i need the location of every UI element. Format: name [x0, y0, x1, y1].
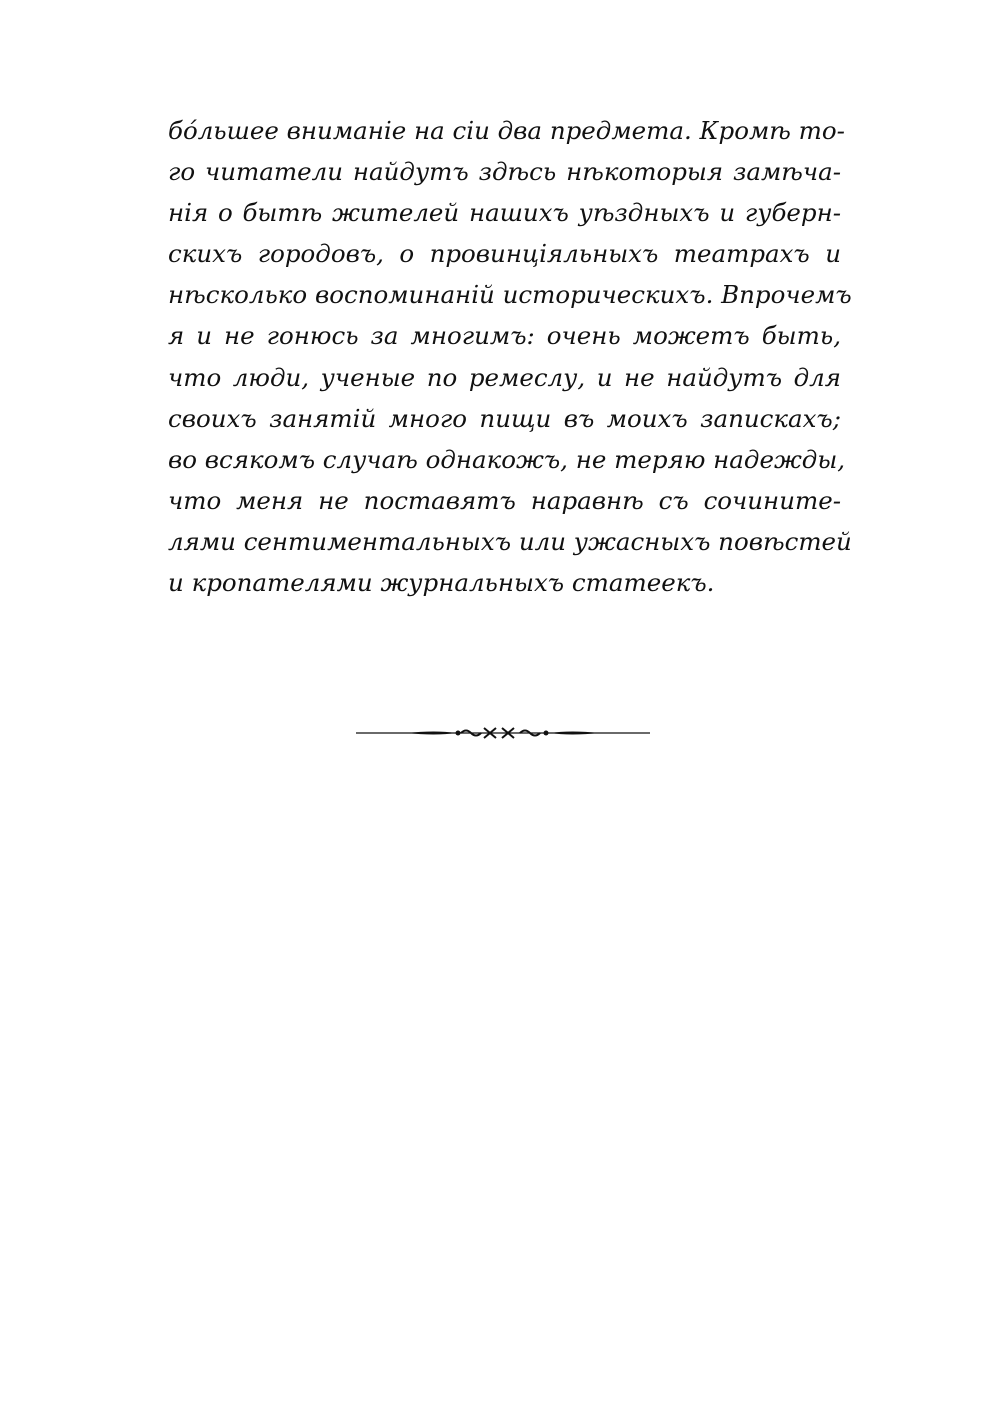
text-line: нѣсколько воспоминаній историческихъ. Впрочемъ — [168, 280, 852, 310]
text-line: во всякомъ случаѣ однакожъ, не теряю надежды, — [168, 444, 846, 474]
text-line: го читатели найдутъ здѣсь нѣкоторыя замѣча- — [168, 157, 841, 187]
text-line: я и не гонюсь за многимъ: очень можетъ быть, — [168, 321, 841, 351]
body-text — [168, 110, 852, 603]
ornament-divider — [356, 725, 650, 741]
text-line: и кропателями журнальныхъ статеекъ. — [168, 568, 715, 598]
text-line: бо́льшее вниманіе на сіи два предмета. Кромѣ то- — [168, 116, 845, 145]
text-line: лями сентиментальныхъ или ужасныхъ повѣстей — [168, 526, 852, 556]
text-line: своихъ занятій много пищи въ моихъ запискахъ; — [168, 403, 841, 433]
text-line: скихъ городовъ, о провинціяльныхъ театрахъ и — [168, 239, 841, 269]
text-line: что меня не поставятъ наравнѣ съ сочините- — [168, 485, 841, 515]
text-line: нія о бытѣ жителей нашихъ уѣздныхъ и губерн- — [168, 198, 841, 228]
text-line: что люди, ученые по ремеслу, и не найдутъ для — [168, 362, 841, 392]
